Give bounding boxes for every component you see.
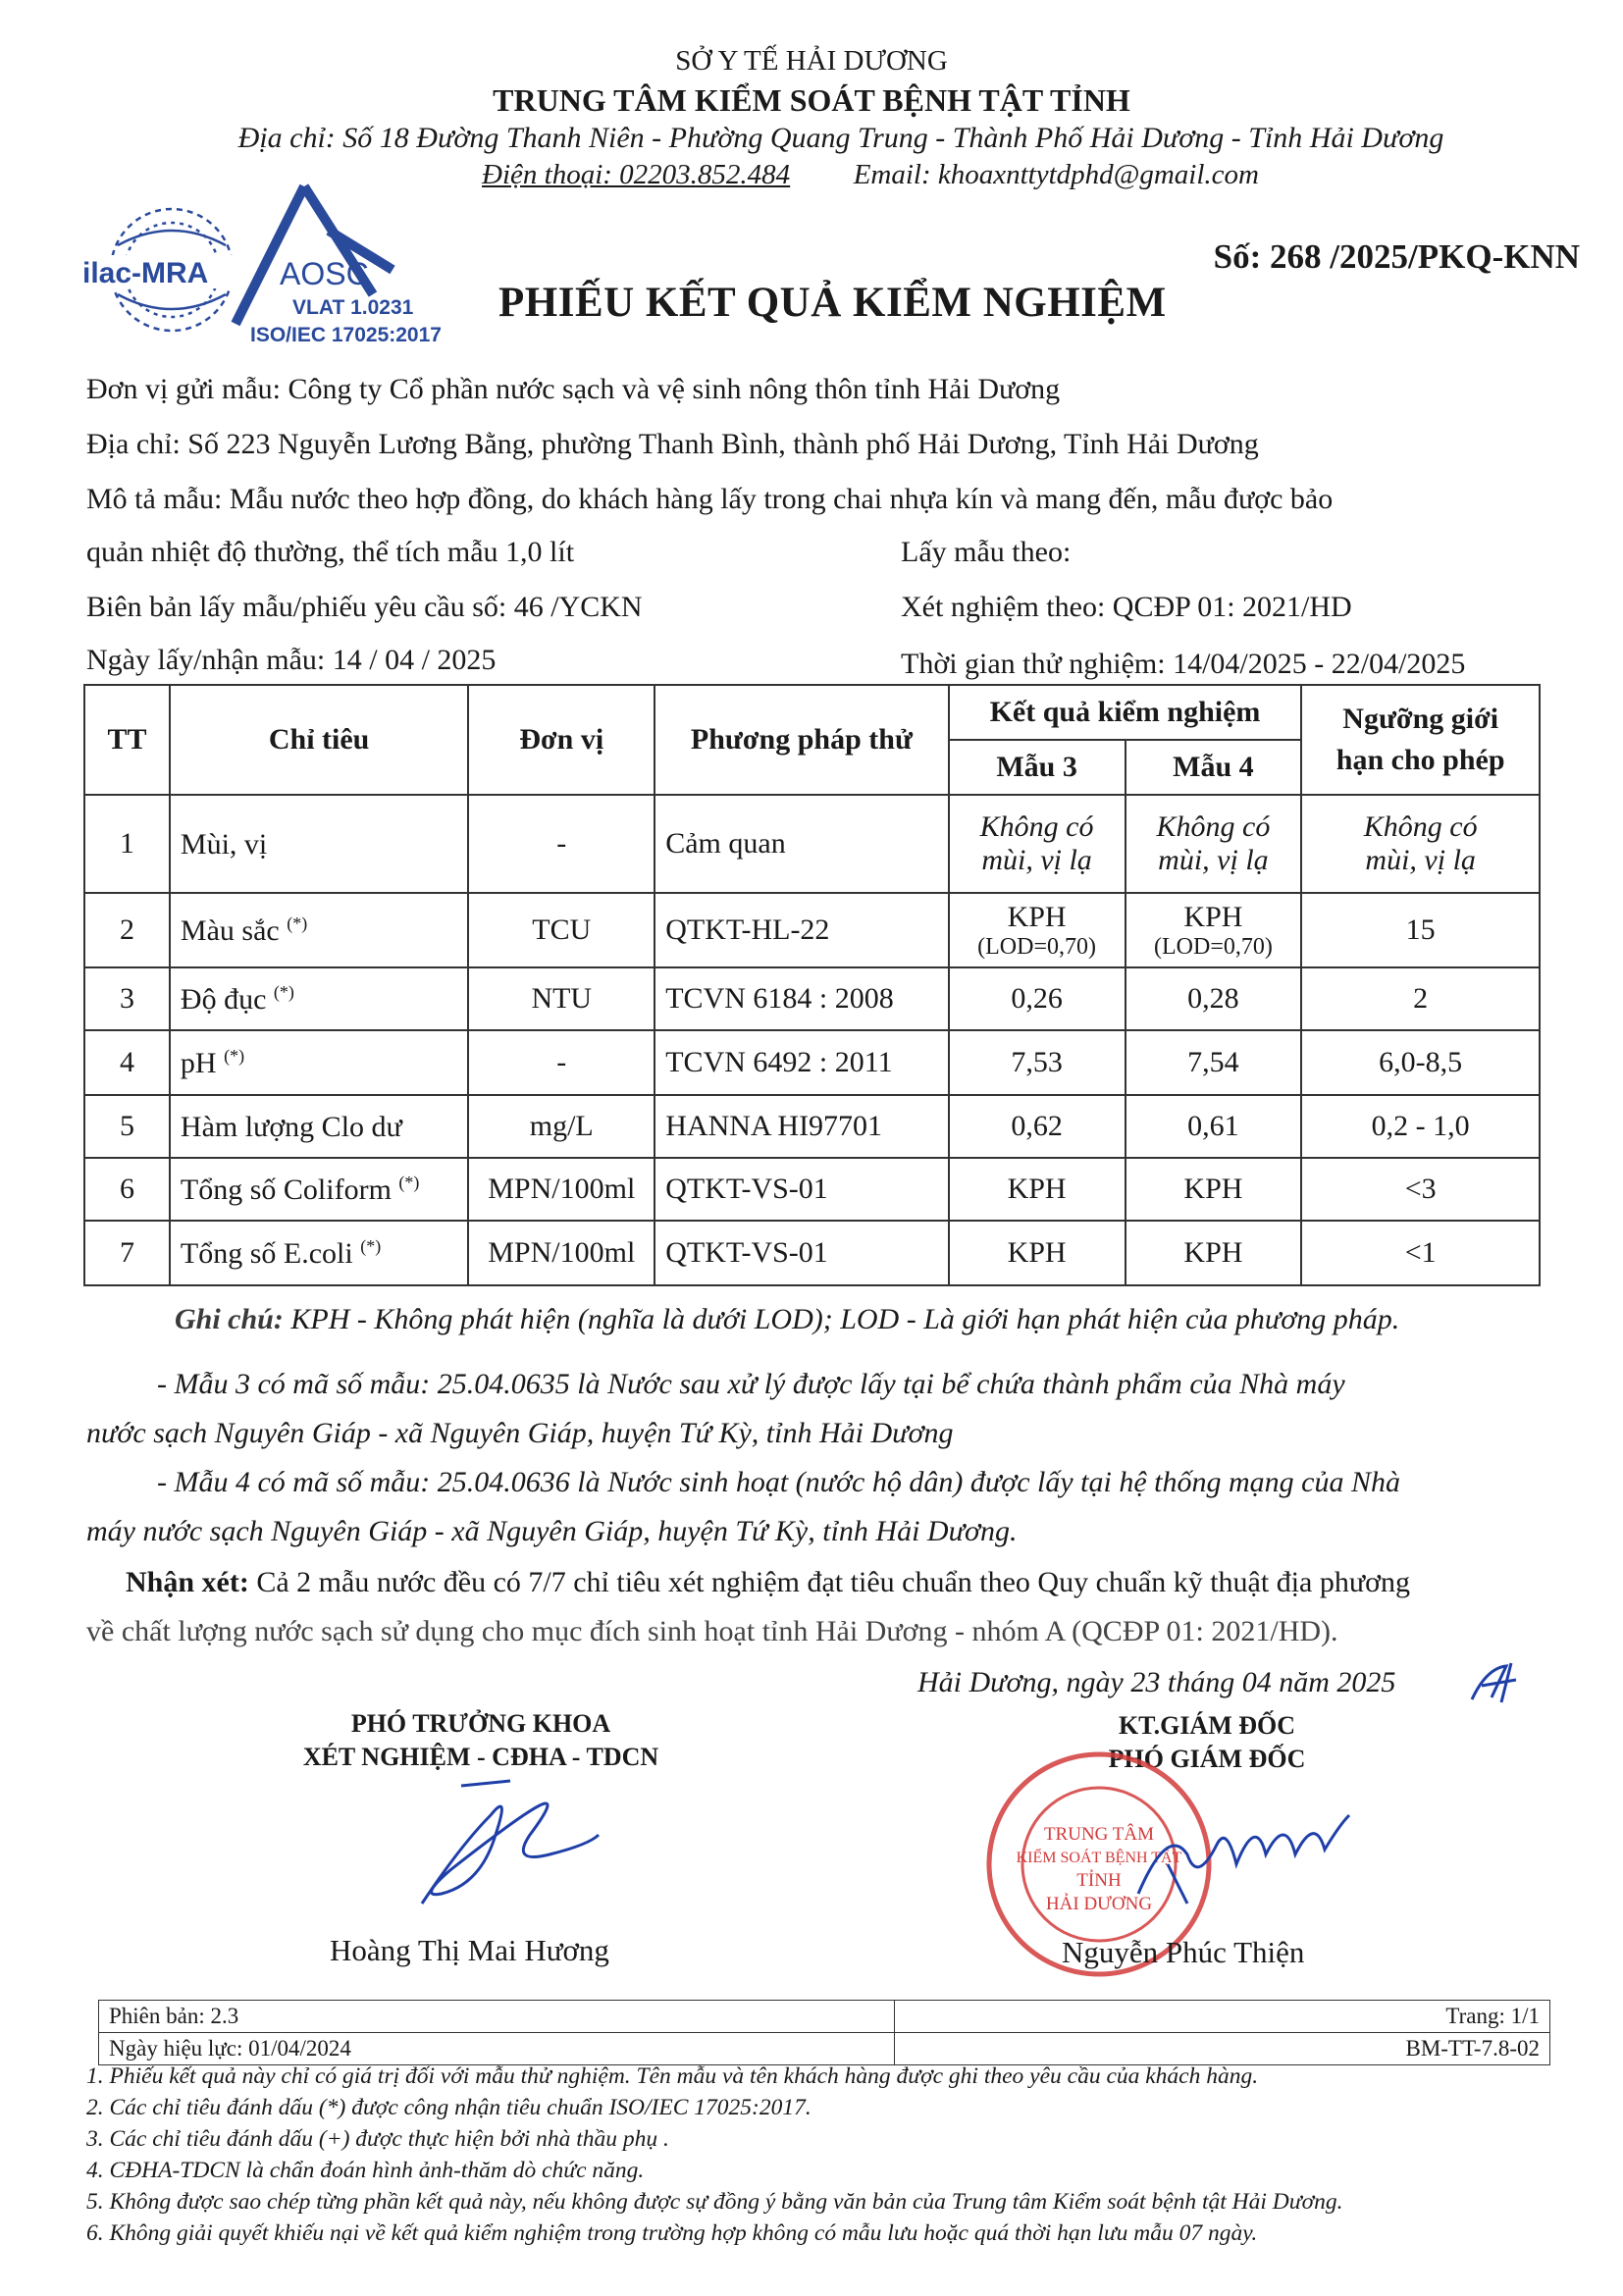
sample4-value: KPH — [1183, 1173, 1243, 1205]
sample3-value: 7,53 — [1011, 1046, 1063, 1078]
col-sample3: Mẫu 3 — [949, 740, 1126, 795]
limit-value: 2 — [1413, 982, 1429, 1015]
accredited-mark: (*) — [360, 1235, 382, 1256]
col-unit: Đơn vị — [468, 685, 654, 795]
limit-value: <1 — [1404, 1236, 1437, 1269]
test-method: TCVN 6184 : 2008 — [665, 982, 894, 1015]
comment-label: Nhận xét: — [126, 1566, 249, 1598]
sample4-value: KPH — [1183, 900, 1243, 933]
table-row — [84, 1095, 1540, 1158]
table-row — [84, 795, 1540, 893]
col-limit: Ngưỡng giới hạn cho phép — [1301, 685, 1540, 795]
test-period: Thời gian thử nghiệm: 14/04/2025 - 22/04/2025 — [901, 648, 1466, 680]
footnote: 1. Phiếu kết quả này chỉ có giá trị đối với mẫu thử nghiệm. Tên mẫu và tên khách hàng được ghi theo yêu cầu của khách hàng. — [86, 2063, 1259, 2089]
footnote: 6. Không giải quyết khiếu nại về kết quả kiểm nghiệm trong trường hợp không có mẫu lưu hoặc quá thời hạn lưu mẫu 07 ngày. — [86, 2220, 1258, 2246]
sample4-value-detail: mùi, vị lạ — [1158, 844, 1269, 876]
svg-text:TRUNG TÂM: TRUNG TÂM — [1043, 1824, 1155, 1845]
page-number: Trang: 1/1 — [895, 2001, 1550, 2033]
table-row — [84, 967, 1540, 1030]
col-method: Phương pháp thử — [654, 685, 948, 795]
sample4-value: Không có — [1156, 810, 1271, 843]
left-signature-icon — [402, 1776, 618, 1923]
test-method: TCVN 6492 : 2011 — [665, 1046, 893, 1078]
unit: MPN/100ml — [488, 1173, 636, 1205]
svg-text:HẢI DƯƠNG: HẢI DƯƠNG — [1045, 1894, 1153, 1914]
sender-address: Địa chỉ: Số 223 Nguyễn Lương Bằng, phường Thanh Bình, thành phố Hải Dương, Tỉnh Hải Dương — [86, 428, 1259, 460]
row-number: 6 — [119, 1173, 134, 1205]
col-sample4: Mẫu 4 — [1126, 740, 1302, 795]
sample3-value: KPH — [1007, 1236, 1067, 1269]
footnote: 3. Các chỉ tiêu đánh dấu (+) được thực hiện bởi nhà thầu phụ . — [86, 2126, 669, 2152]
right-signer-name: Nguyễn Phúc Thiện — [1062, 1935, 1305, 1969]
accredited-mark: (*) — [398, 1172, 420, 1192]
indicator-name: Tổng số E.coli — [180, 1236, 353, 1270]
sample4-value: KPH — [1183, 1236, 1243, 1269]
center-name: TRUNG TÂM KIỂM SOÁT BỆNH TẬT TỈNH — [493, 82, 1130, 118]
indicator-name: Mùi, vị — [180, 827, 268, 861]
test-method: HANNA HI97701 — [665, 1110, 883, 1142]
sample3-value-detail: mùi, vị lạ — [981, 844, 1092, 876]
note-sample4: - Mẫu 4 có mã số mẫu: 25.04.0636 là Nước sinh hoạt (nước hộ dân) được lấy tại hệ thống mạng của Nhà — [157, 1466, 1400, 1498]
footnote: 4. CĐHA-TDCN là chẩn đoán hình ảnh-thăm dò chức năng. — [86, 2158, 645, 2183]
limit-value-detail: mùi, vị lạ — [1365, 844, 1476, 876]
note-label: Ghi chú: — [175, 1303, 284, 1335]
document-control-table — [98, 2000, 1550, 2065]
indicator-name: Tổng số Coliform — [180, 1173, 392, 1206]
sample-description: Mô tả mẫu: Mẫu nước theo hợp đồng, do khách hàng lấy trong chai nhựa kín và mang đến, mẫu được bảo — [86, 483, 1334, 515]
test-standard: Xét nghiệm theo: QCĐP 01: 2021/HD — [901, 591, 1352, 623]
effective-date: Ngày hiệu lực: 01/04/2024 — [99, 2033, 895, 2065]
sender: Đơn vị gửi mẫu: Công ty Cổ phần nước sạch và vệ sinh nông thôn tỉnh Hải Dương — [86, 373, 1061, 405]
document-number: Số: 268 /2025/PKQ-KNN — [1213, 237, 1580, 276]
version: Phiên bản: 2.3 — [99, 2001, 895, 2033]
department-name: SỞ Y TẾ HẢI DƯƠNG — [675, 45, 948, 77]
svg-text:ilac-MRA: ilac-MRA — [82, 257, 209, 289]
col-indicator: Chỉ tiêu — [170, 685, 468, 795]
comment-cont: về chất lượng nước sạch sử dụng cho mục đích sinh hoạt tỉnh Hải Dương - nhóm A (QCĐP 01: 2021/HD). — [86, 1615, 1338, 1647]
limit-value: <3 — [1404, 1173, 1437, 1205]
table-row — [84, 1030, 1540, 1095]
sample-date: Ngày lấy/nhận mẫu: 14 / 04 / 2025 — [86, 644, 497, 676]
sample3-value: KPH — [1007, 1173, 1067, 1205]
test-method: Cảm quan — [665, 827, 786, 860]
left-signer-title: PHÓ TRƯỞNG KHOA XÉT NGHIỆM - CĐHA - TDCN — [302, 1709, 659, 1771]
left-signer-name: Hoàng Thị Mai Hương — [330, 1933, 609, 1967]
test-method: QTKT-HL-22 — [665, 913, 830, 946]
right-signer-title: KT.GIÁM ĐỐC PHÓ GIÁM ĐỐC — [1108, 1711, 1306, 1773]
limit-value: 6,0-8,5 — [1379, 1046, 1463, 1078]
table-row — [84, 893, 1540, 967]
row-number: 1 — [119, 827, 134, 860]
accredited-mark: (*) — [273, 981, 294, 1002]
test-method: QTKT-VS-01 — [665, 1236, 828, 1269]
accredited-mark: (*) — [224, 1045, 245, 1066]
accredited-mark: (*) — [287, 913, 308, 933]
sample3-value: 0,62 — [1011, 1110, 1063, 1142]
indicator-name: Màu sắc — [180, 913, 280, 947]
right-signature-icon — [1128, 1796, 1354, 1923]
footnotes — [86, 2061, 1343, 2249]
sample3-value: Không có — [979, 810, 1094, 843]
table-row — [84, 1221, 1540, 1285]
limit-value: 0,2 - 1,0 — [1371, 1110, 1470, 1142]
indicator-name: Độ đục — [180, 982, 267, 1016]
row-number: 3 — [119, 982, 134, 1015]
test-method: QTKT-VS-01 — [665, 1173, 828, 1205]
svg-text:ISO/IEC 17025:2017: ISO/IEC 17025:2017 — [250, 324, 442, 346]
col-result: Kết quả kiểm nghiệm — [949, 685, 1302, 740]
row-number: 2 — [119, 913, 134, 946]
sampling-method: Lấy mẫu theo: — [901, 536, 1072, 568]
footnote: 5. Không được sao chép từng phần kết quả này, nếu không được sự đồng ý bằng văn bản của Trung tâm Kiểm soát bệnh tật Hải Dương. — [86, 2189, 1343, 2215]
sample4-value: 7,54 — [1187, 1046, 1239, 1078]
limit-value: 15 — [1405, 913, 1436, 946]
initial-mark-icon — [1462, 1658, 1531, 1707]
note-line: Ghi chú: KPH - Không phát hiện (nghĩa là dưới LOD); LOD - Là giới hạn phát hiện của phương pháp. — [175, 1303, 1400, 1335]
svg-text:KIỂM SOÁT BỆNH TẬT: KIỂM SOÁT BỆNH TẬT — [1016, 1850, 1182, 1866]
sample3-value-detail: (LOD=0,70) — [977, 933, 1096, 960]
indicator-name: Hàm lượng Clo dư — [180, 1110, 402, 1143]
note-sample3-cont: nước sạch Nguyên Giáp - xã Nguyên Giáp, huyện Tứ Kỳ, tỉnh Hải Dương — [86, 1417, 954, 1449]
note-sample4-cont: máy nước sạch Nguyên Giáp - xã Nguyên Giáp, huyện Tứ Kỳ, tỉnh Hải Dương. — [86, 1515, 1018, 1547]
sample4-value: 0,28 — [1187, 982, 1239, 1015]
form-code: BM-TT-7.8-02 — [895, 2033, 1550, 2065]
row-number: 5 — [119, 1110, 134, 1142]
unit: MPN/100ml — [488, 1236, 636, 1269]
unit: mg/L — [529, 1110, 594, 1142]
row-number: 7 — [119, 1236, 134, 1269]
sample3-value: 0,26 — [1011, 982, 1063, 1015]
accreditation-logos — [79, 177, 471, 363]
results-table — [83, 684, 1541, 1286]
table-row — [84, 1158, 1540, 1221]
comment-line: Nhận xét: Cả 2 mẫu nước đều có 7/7 chỉ tiêu xét nghiệm đạt tiêu chuẩn theo Quy chuẩn kỹ thuật địa phương — [126, 1566, 1410, 1598]
svg-text:AOSC: AOSC — [280, 256, 369, 291]
svg-text:TỈNH: TỈNH — [1076, 1870, 1122, 1891]
svg-text:VLAT 1.0231: VLAT 1.0231 — [292, 296, 414, 319]
request-record: Biên bản lấy mẫu/phiếu yêu cầu số: 46 /YCKN — [86, 591, 643, 623]
sign-date: Hải Dương, ngày 23 tháng 04 năm 2025 — [917, 1666, 1396, 1698]
indicator-name: pH — [180, 1046, 217, 1079]
unit: TCU — [532, 913, 592, 946]
unit: - — [556, 827, 567, 860]
col-tt: TT — [84, 685, 170, 795]
sample4-value-detail: (LOD=0,70) — [1154, 933, 1273, 960]
limit-value: Không có — [1363, 810, 1478, 843]
unit: - — [556, 1046, 567, 1078]
phone: Điện thoại: 02203.852.484 — [482, 159, 791, 190]
sample-description-cont: quản nhiệt độ thường, thể tích mẫu 1,0 lít — [86, 536, 575, 568]
footnote: 2. Các chỉ tiêu đánh dấu (*) được công nhận tiêu chuẩn ISO/IEC 17025:2017. — [86, 2095, 812, 2120]
unit: NTU — [531, 982, 593, 1015]
email: Email: khoaxnttytdphd@gmail.com — [853, 159, 1259, 190]
document-title: PHIẾU KẾT QUẢ KIỂM NGHIỆM — [498, 280, 1167, 326]
sample4-value: 0,61 — [1187, 1110, 1239, 1142]
ilac-mra-logo-icon — [79, 177, 471, 363]
center-address: Địa chỉ: Số 18 Đường Thanh Niên - Phường Quang Trung - Thành Phố Hải Dương - Tỉnh Hải Dương — [237, 122, 1444, 154]
sample3-value: KPH — [1007, 900, 1067, 933]
note-sample3: - Mẫu 3 có mã số mẫu: 25.04.0635 là Nước sau xử lý được lấy tại bể chứa thành phẩm của Nhà máy — [157, 1368, 1345, 1400]
row-number: 4 — [119, 1046, 134, 1078]
